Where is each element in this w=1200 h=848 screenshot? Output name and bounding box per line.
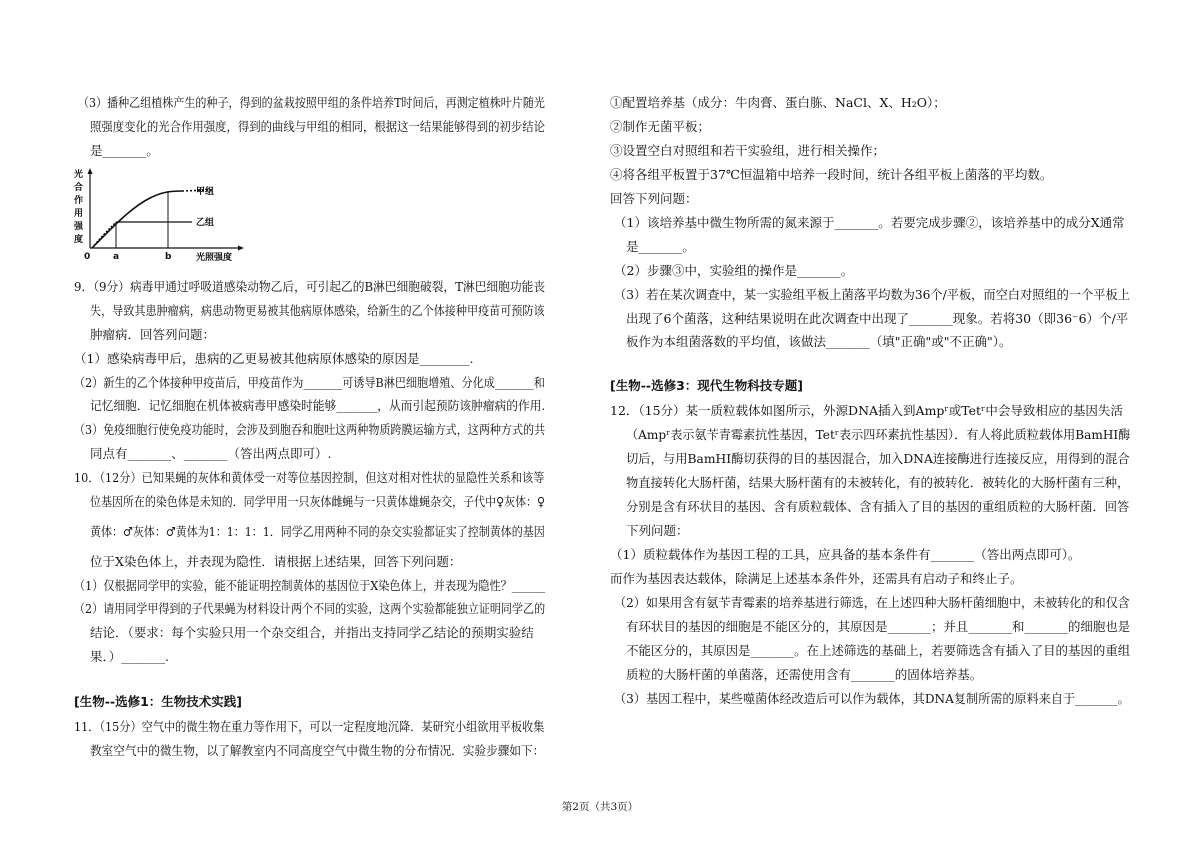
text-line: 不能区分的，其原因是_______。在上述筛选的基础上，若要筛选含有插入了目的基因的重组 (626, 643, 1131, 658)
photosynthesis-curve-figure (72, 168, 252, 262)
text-line: （Ampʳ表示氨苄青霉素抗性基因，Tetʳ表示四环素抗性基因）．有人将此质粒载体用BamHI酶 (626, 427, 1131, 442)
y-axis-label-char: 度 (74, 235, 84, 245)
text-line: 分别是含有环状目的基因、含有质粒载体、含有插入了目的基因的重组质粒的大肠杆菌．回答 (626, 499, 1130, 514)
text-line: 结论．（要求：每个实验只用一个杂交组合，并指出支持同学乙结论的预期实验结 (90, 625, 534, 640)
text-line: 而作为基因表达载体，除满足上述基本条件外，还需具有启动子和终止子。 (610, 571, 1023, 586)
text-line: （1）质粒载体作为基因工程的工具，应具备的基本条件有_______（答出两点即可）。 (610, 547, 1081, 562)
y-axis-arrow (88, 168, 93, 174)
y-axis-label-char: 光 (74, 170, 84, 180)
y-axis-label-char: 作 (74, 196, 84, 206)
text-line: 是_______。 (90, 143, 159, 158)
x-axis-label: 光照强度 (196, 253, 233, 262)
y-axis-label-char: 合 (74, 183, 84, 193)
step-3: ③设置空白对照组和若干实验组，进行相关操作； (610, 143, 886, 158)
question-9: 9．（9分）病毒甲通过呼吸道感染动物乙后，可引起乙的B淋巴细胞破裂，T淋巴细胞功能丧 (74, 279, 546, 294)
text-line: 黄体：♂灰体：♂黄体为1：1：1：1．同学乙用两种不同的杂交实验都证实了控制黄体的基因 (90, 524, 545, 539)
tick-label-b: b (165, 252, 172, 262)
text-line: 回答下列问题： (610, 191, 698, 206)
question-12: 12．（15分）某一质粒载体如图所示，外源DNA插入到Ampʳ或Tetʳ中会导致相应的基因失活 (610, 403, 1123, 418)
step-1: ①配置培养基（成分：牛肉膏、蛋白胨、NaCl、X、H₂O）； (610, 95, 946, 110)
text-line: 出现了6个菌落，这种结果说明在此次调查中出现了_______现象。若将30（即36⁻6）个/平 (626, 311, 1129, 326)
step-2: ②制作无菌平板； (610, 119, 711, 134)
curve-yi-start (92, 222, 116, 248)
text-line: 质粒的大肠杆菌的单菌落，还需使用含有_______的固体培养基。 (626, 667, 983, 682)
text-line: （3）免疫细胞行使免疫功能时，会涉及到胞吞和胞吐这两种物质跨膜运输方式，这两种方式的共 (74, 422, 546, 437)
y-axis-label-char: 用 (74, 209, 84, 219)
text-line: （1）感染病毒甲后，患病的乙更易被其他病原体感染的原因是________. (74, 351, 474, 366)
question-10: 10．（12分）已知果蝇的灰体和黄体受一对等位基因控制，但这对相对性状的显隐性关系和该等 (74, 470, 545, 485)
text-line: 有环状目的基因的细胞是不能区分的，其原因是_______；并且_______和_______的细胞也是 (626, 619, 1131, 634)
section-heading-elective-3: [生物--选修3：现代生物科技专题] (610, 378, 803, 393)
text-line: 教室空气中的微生物，以了解教室内不同高度空气中微生物的分布情况．实验步骤如下： (90, 743, 545, 758)
origin-label: 0 (84, 252, 91, 262)
text-line: 切后，与用BamHI酶切获得的目的基因混合，加入DNA连接酶进行连接反应，用得到的混合 (626, 451, 1130, 466)
text-line: （3）若在某次调查中，某一实验组平板上菌落平均数为36个/平板，而空白对照组的一个平板上 (614, 287, 1130, 302)
text-line: （2）步骤③中，实验组的操作是_______。 (614, 263, 854, 278)
section-heading-elective-1: [生物--选修1：生物技术实践] (74, 694, 242, 709)
text-line: （3）基因工程中，某些噬菌体经改造后可以作为载体，其DNA复制所需的原料来自于_______。 (614, 691, 1130, 706)
text-line: （2）如果用含有氨苄青霉素的培养基进行筛选，在上述四种大肠杆菌细胞中，未被转化的和仅含 (614, 595, 1130, 610)
x-axis-arrow (238, 246, 244, 251)
y-axis-label-char: 强 (74, 222, 84, 232)
text-line: 物直接转化大肠杆菌，结果大肠杆菌有的未被转化，有的被转化．被转化的大肠杆菌有三种， (626, 475, 1130, 490)
text-line: 失，导致其患肿瘤病，病患动物更易被其他病原体感染，给新生的乙个体接种甲疫苗可预防该 (90, 303, 545, 318)
text-line: 照强度变化的光合作用强度，得到的曲线与甲组的相同，根据这一结果能够得到的初步结论 (90, 119, 546, 134)
text-line: 下列问题： (626, 523, 689, 538)
text-line: 记忆细胞．记忆细胞在机体被病毒甲感染时能够_______，从而引起预防该肿瘤病的作用. (90, 398, 546, 413)
text-line: （1）该培养基中微生物所需的氮来源于_______。若要完成步骤②，该培养基中的成分X通常 (614, 215, 1125, 230)
text-line: 同点有_______、_______（答出两点即可）. (90, 446, 332, 461)
text-line: 位于X染色体上，并表现为隐性．请根据上述结果，回答下列问题： (90, 554, 462, 569)
text-line: 果．）_______. (90, 649, 169, 664)
series-label-jia: 甲组 (196, 187, 215, 197)
text-line: 肿瘤病．回答列问题： (90, 327, 216, 342)
text-line: 位基因所在的染色体是未知的．同学甲用一只灰体雌蝇与一只黄体雄蝇杂交，子代中♀灰体：♀ (90, 494, 546, 509)
series-label-yi: 乙组 (196, 218, 215, 228)
text-line: （2）新生的乙个体接种甲疫苗后，甲疫苗作为_______可诱导B淋巴细胞增殖、分化成_______和 (74, 375, 545, 390)
text-line: （2）请用同学甲得到的子代果蝇为材料设计两个不同的实验，这两个实验都能独立证明同学乙的 (74, 601, 546, 616)
step-4: ④将各组平板置于37℃恒温箱中培养一段时间，统计各组平板上菌落的平均数。 (610, 167, 1053, 182)
page-footer: 第2页（共3页） (561, 801, 639, 813)
text-line: （1）仅根据同学甲的实验，能不能证明控制黄体的基因位于X染色体上，并表现为隐性？______ (74, 578, 546, 593)
text-line: 板作为本组菌落数的平均值，该做法_______（填"正确"或"不正确"）。 (626, 334, 1012, 349)
text-line: （3）播种乙组植株产生的种子，得到的盆栽按照甲组的条件培养T时间后，再测定植株叶片随光 (78, 95, 545, 110)
text-line: 是_______。 (626, 239, 695, 254)
question-11: 11．（15分）空气中的微生物在重力等作用下，可以一定程度地沉降．某研究小组欲用平板收集 (74, 719, 545, 734)
tick-label-a: a (113, 252, 120, 262)
